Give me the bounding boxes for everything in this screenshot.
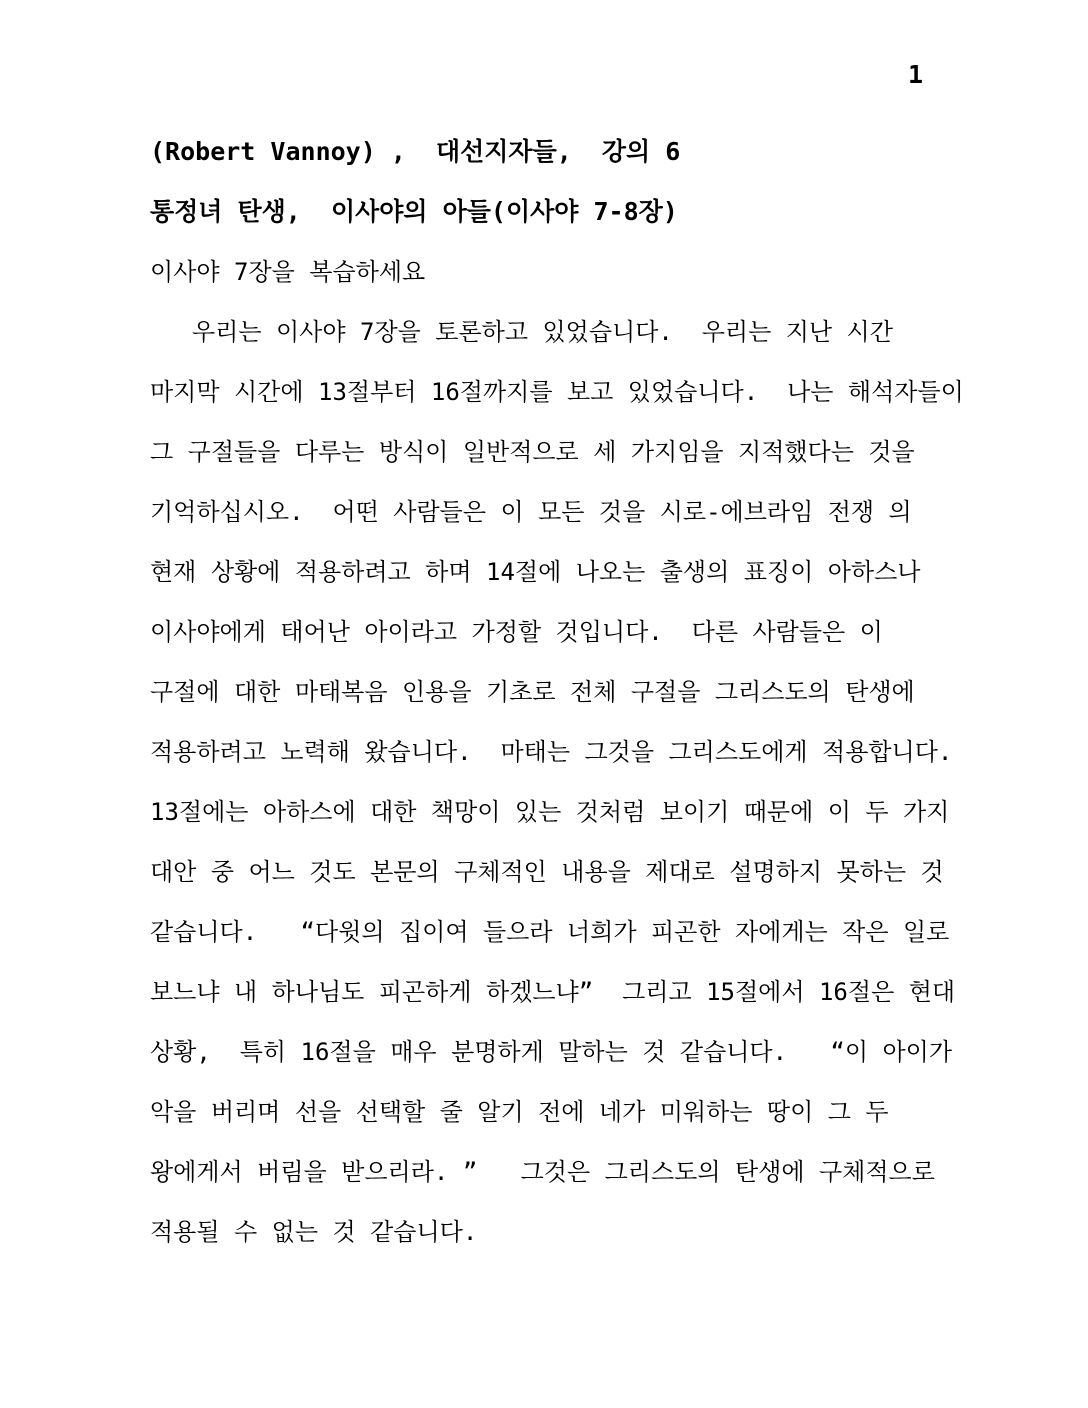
paragraph-line: 그 구절들을 다루는 방식이 일반적으로 세 가지임을 지적했다는 것을 (150, 438, 915, 466)
paragraph-line: 적용될 수 없는 것 같습니다. (150, 1218, 478, 1246)
paragraph-line: 상황, 특히 16절을 매우 분명하게 말하는 것 같습니다. “이 아이가 (150, 1038, 953, 1066)
page-number: 1 (908, 60, 924, 89)
paragraph-line: 구절에 대한 마태복음 인용을 기초로 전체 구절을 그리스도의 탄생에 (150, 678, 915, 706)
document-subtitle: 통정녀 탄생, 이사야의 아들(이사야 7-8장) (150, 197, 678, 226)
paragraph-line: 13절에는 아하스에 대한 책망이 있는 것처럼 보이기 때문에 이 두 가지 (150, 798, 950, 826)
document-content (150, 122, 964, 1262)
paragraph-line: 현재 상황에 적용하려고 하며 14절에 나오는 출생의 표징이 아하스나 (150, 558, 921, 586)
section-label: 이사야 7장을 복습하세요 (150, 258, 426, 286)
paragraph-line: 대안 중 어느 것도 본문의 구체적인 내용을 제대로 설명하지 못하는 것 (150, 858, 944, 886)
paragraph-line: 우리는 이사야 7장을 토론하고 있었습니다. 우리는 지난 시간 (192, 318, 893, 346)
document-title: (Robert Vannoy) , 대선지자들, 강의 6 (150, 137, 681, 166)
paragraph-line: 기억하십시오. 어떤 사람들은 이 모든 것을 시로-에브라임 전쟁 의 (150, 498, 912, 526)
paragraph-line: 같습니다. “다윗의 집이여 들으라 너희가 피곤한 자에게는 작은 일로 (150, 918, 950, 946)
paragraph-line: 보느냐 내 하나님도 피곤하게 하겠느냐” 그리고 15절에서 16절은 현대 (150, 978, 956, 1006)
paragraph-line: 이사야에게 태어난 아이라고 가정할 것입니다. 다른 사람들은 이 (150, 618, 883, 646)
paragraph-line: 악을 버리며 선을 선택할 줄 알기 전에 네가 미워하는 땅이 그 두 (150, 1098, 889, 1126)
paragraph-line: 적용하려고 노력해 왔습니다. 마태는 그것을 그리스도에게 적용합니다. (150, 738, 953, 766)
paragraph-line: 왕에게서 버림을 받으리라. ” 그것은 그리스도의 탄생에 구체적으로 (150, 1158, 935, 1186)
paragraph-line: 마지막 시간에 13절부터 16절까지를 보고 있었습니다. 나는 해석자들이 (150, 378, 964, 406)
